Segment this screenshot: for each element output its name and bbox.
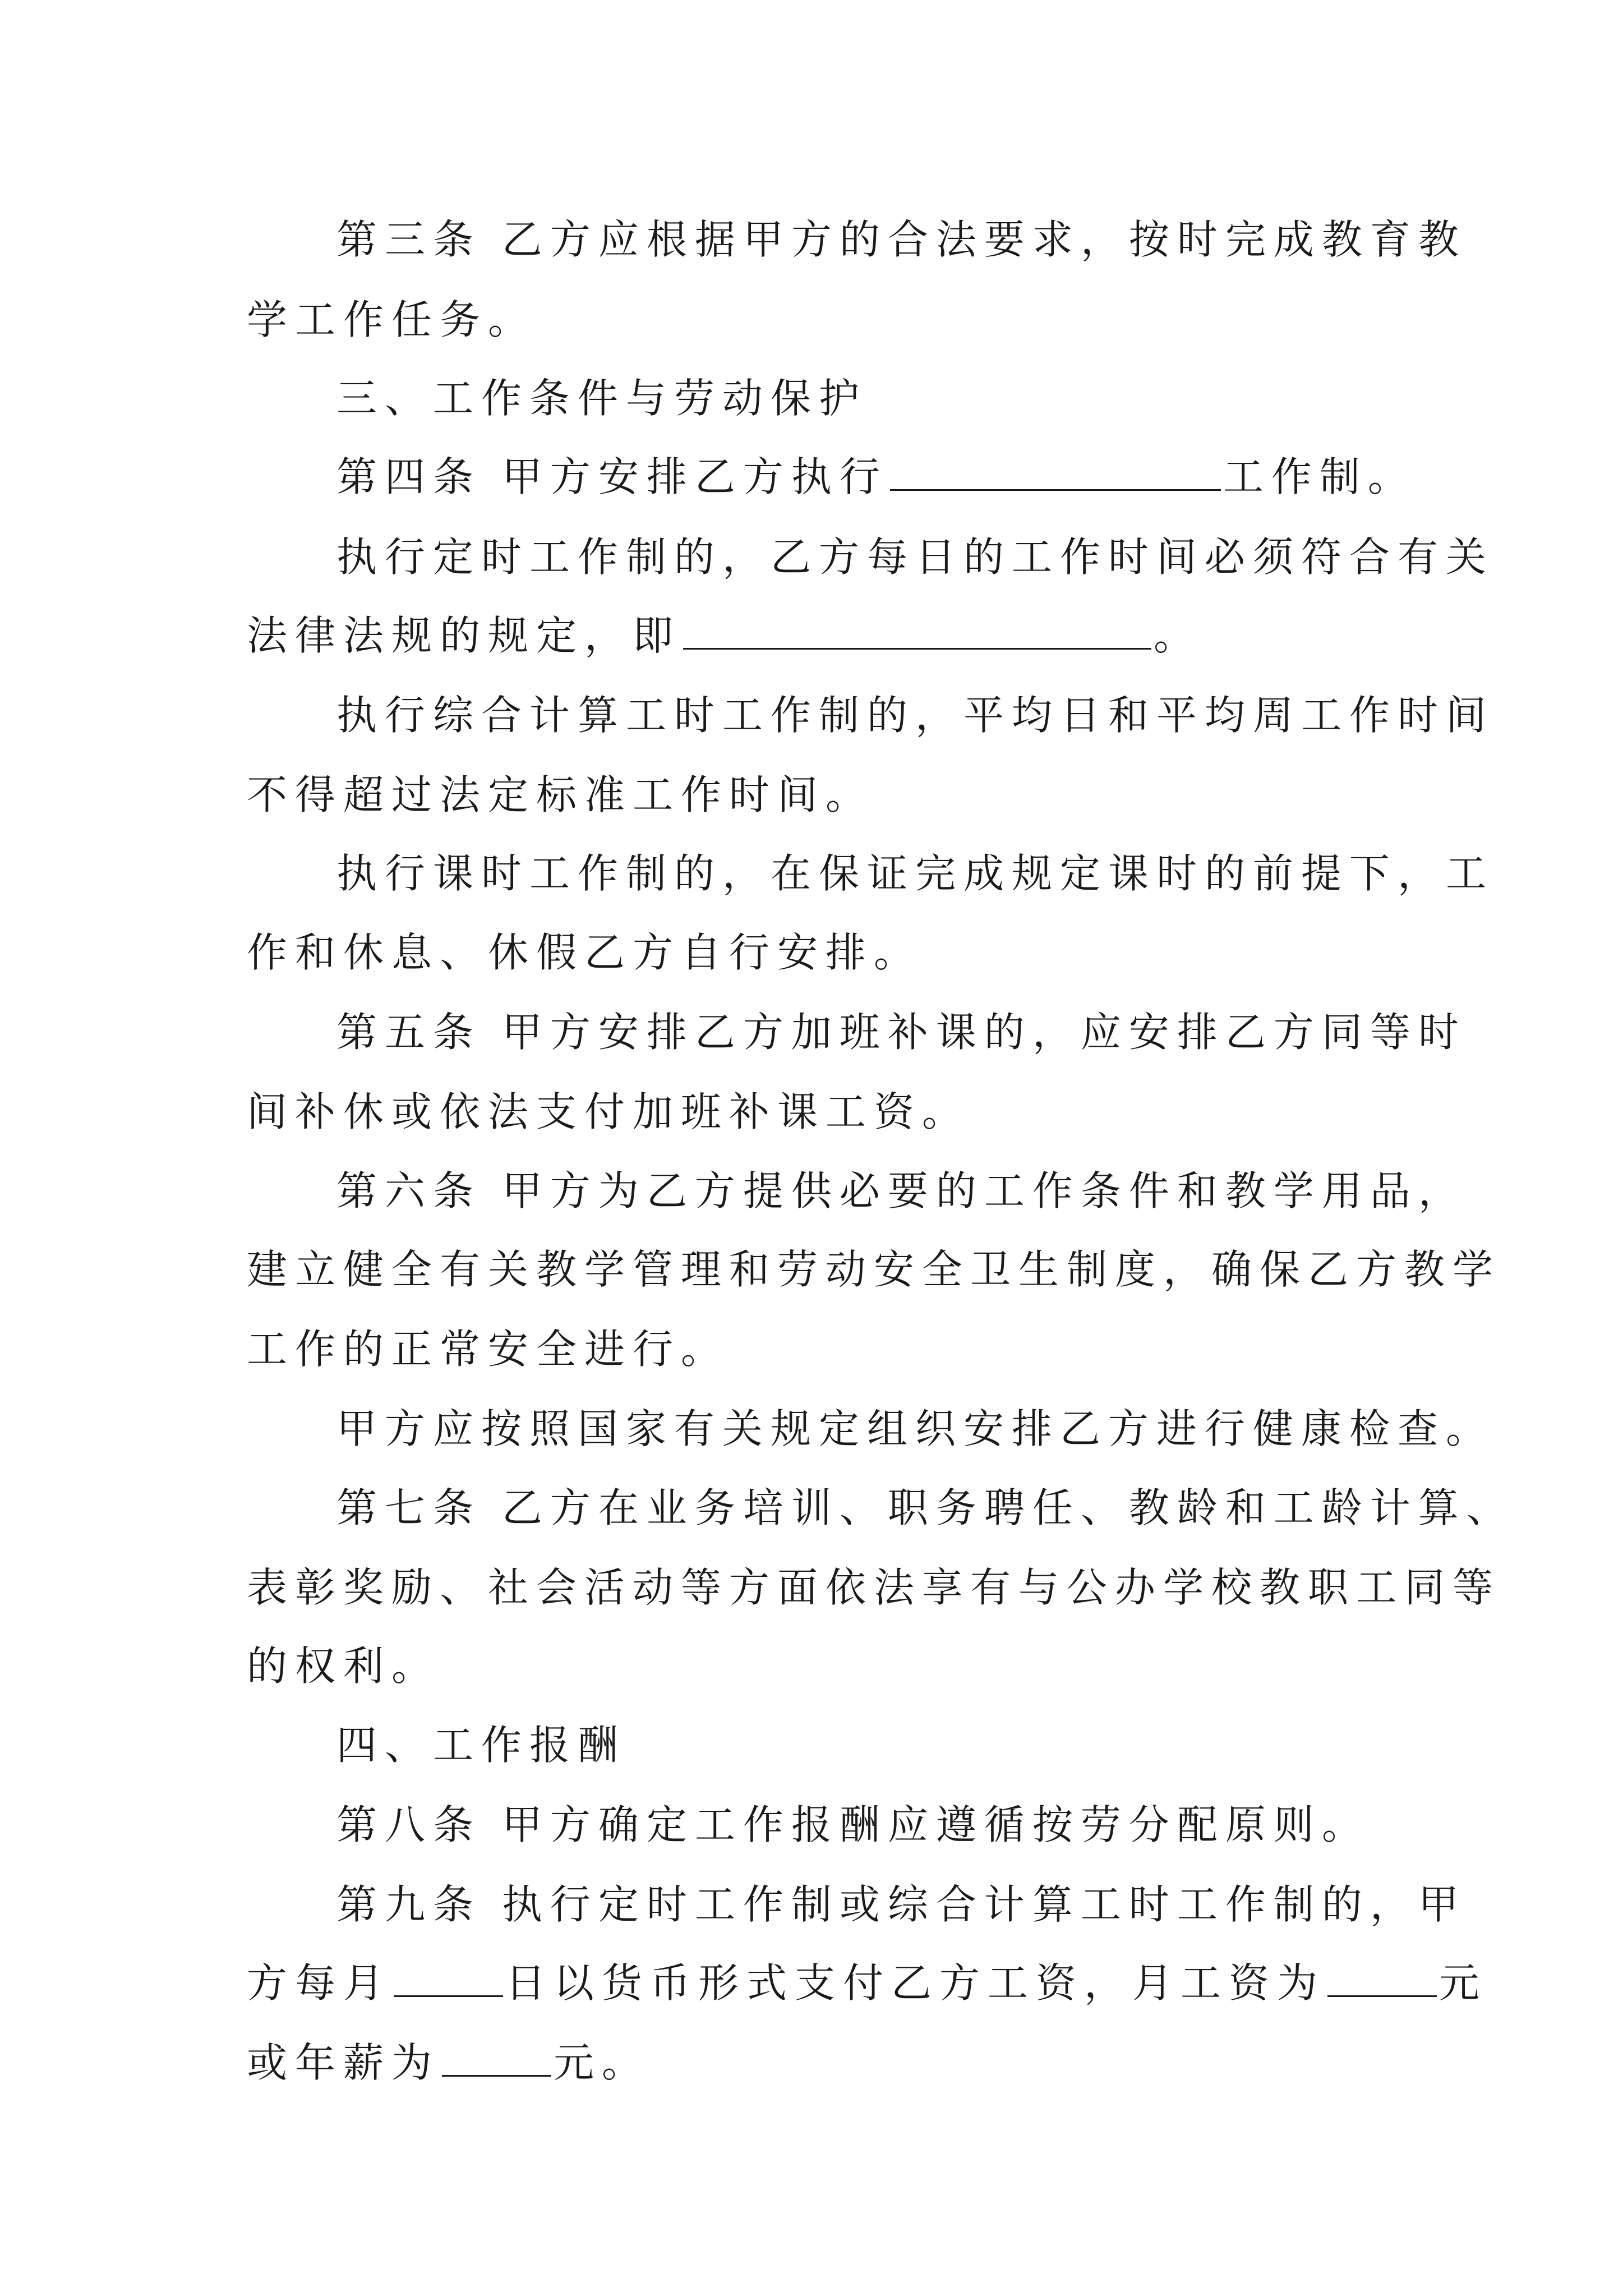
text: 间补休或依法支付加班补课工资。 <box>247 1088 971 1135</box>
fill-in-blank <box>394 1958 503 1997</box>
article-3-line-2 <box>247 295 536 345</box>
text: 第五条 甲方安排乙方加班补课的，应安排乙方同等时 <box>336 1009 1467 1056</box>
text: 第八条 甲方确定工作报酬应遵循按劳分配原则。 <box>336 1801 1370 1848</box>
article-5-line-1 <box>336 1007 1467 1057</box>
fixed-hours-line-1 <box>336 532 1494 582</box>
text: 四、工作报酬 <box>336 1722 626 1769</box>
fill-in-blank <box>442 2038 551 2077</box>
text: 表彰奖励、社会活动等方面依法享有与公办学校教职工同等 <box>247 1564 1501 1611</box>
article-7-line-3 <box>247 1641 440 1691</box>
text: 甲方应按照国家有关规定组织安排乙方进行健康检查。 <box>336 1405 1495 1452</box>
article-4-line-1 <box>336 452 1416 502</box>
text: 工作的正常安全进行。 <box>247 1326 730 1373</box>
article-6-line-3 <box>247 1324 729 1374</box>
article-3-line-1 <box>336 214 1467 265</box>
text: 执行定时工作制的，乙方每日的工作时间必须符合有关 <box>336 533 1495 581</box>
text: 元 <box>1439 1959 1488 2007</box>
text: 日以货币形式支付乙方工资，月工资为 <box>505 1959 1326 2007</box>
text: 执行综合计算工时工作制的，平均日和平均周工作时间 <box>336 692 1495 739</box>
article-7-line-2 <box>247 1562 1501 1613</box>
text: 元。 <box>554 2039 651 2086</box>
text: 建立健全有关教学管理和劳动安全卫生制度，确保乙方教学 <box>247 1246 1501 1293</box>
class-hours-line-1 <box>336 848 1494 899</box>
article-5-line-2 <box>247 1087 970 1137</box>
text: 执行课时工作制的，在保证完成规定课时的前提下，工 <box>336 850 1495 897</box>
text: 或年薪为 <box>247 2039 440 2086</box>
fill-in-blank <box>1327 1958 1437 1997</box>
text: 法律法规的规定，即 <box>247 612 681 659</box>
comprehensive-hours-line-2 <box>247 770 874 820</box>
section-heading-3 <box>336 373 867 424</box>
text: 工作制。 <box>1223 453 1416 500</box>
health-check-line <box>336 1404 1494 1454</box>
article-8-line <box>336 1800 1370 1850</box>
text: 作和休息、休假乙方自行安排。 <box>247 929 923 976</box>
class-hours-line-2 <box>247 927 922 978</box>
article-7-line-1 <box>336 1483 1515 1533</box>
text: 学工作任务。 <box>247 296 537 343</box>
text: 不得超过法定标准工作时间。 <box>247 771 874 818</box>
article-9-line-3 <box>247 2037 650 2088</box>
text: 第七条 乙方在业务培训、职务聘任、教龄和工龄计算、 <box>336 1484 1515 1531</box>
fixed-hours-line-2 <box>247 610 1202 661</box>
text: 。 <box>1154 612 1202 659</box>
article-6-line-1 <box>336 1166 1467 1216</box>
article-9-line-1 <box>336 1879 1467 1930</box>
comprehensive-hours-line-1 <box>336 690 1494 740</box>
text: 的权利。 <box>247 1642 440 1690</box>
article-9-line-2 <box>247 1958 1487 2008</box>
text: 三、工作条件与劳动保护 <box>336 375 868 422</box>
section-heading-4 <box>336 1720 626 1770</box>
article-6-line-2 <box>247 1244 1501 1295</box>
text: 方每月 <box>247 1959 392 2007</box>
fill-in-blank <box>890 452 1221 491</box>
text: 第四条 甲方安排乙方执行 <box>336 453 888 500</box>
text: 第九条 执行定时工作制或综合计算工时工作制的，甲 <box>336 1881 1467 1928</box>
fill-in-blank <box>683 611 1151 650</box>
text: 第三条 乙方应根据甲方的合法要求，按时完成教育教 <box>336 216 1467 263</box>
text: 第六条 甲方为乙方提供必要的工作条件和教学用品， <box>336 1167 1467 1214</box>
